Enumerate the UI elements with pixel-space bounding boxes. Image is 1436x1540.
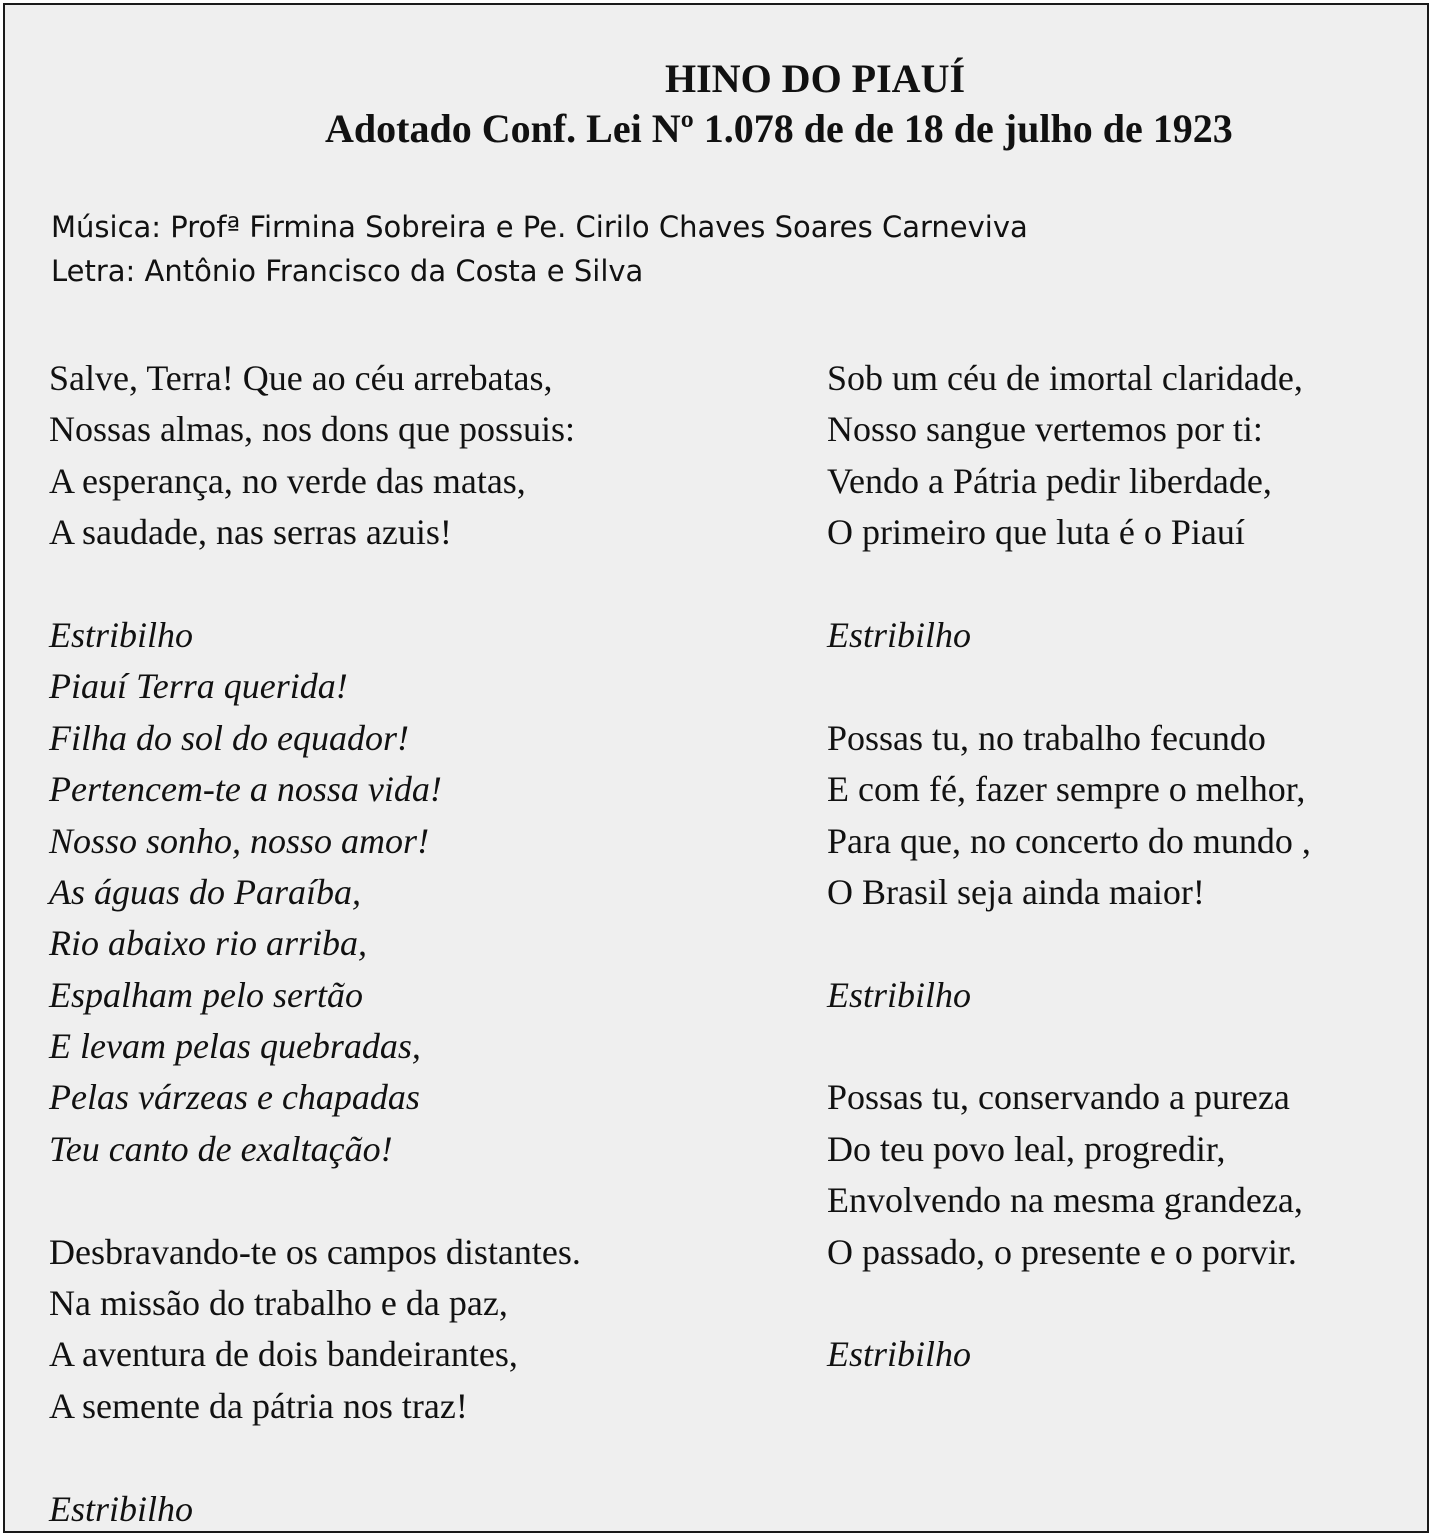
- verse-line: Nosso sangue vertemos por ti:: [827, 409, 1263, 450]
- chorus-line: Pertencem-te a nossa vida!: [49, 769, 442, 810]
- verse-4: [827, 713, 1427, 919]
- stanza-gap: [827, 559, 1427, 610]
- anthem-title: HINO DO PIAUÍ: [665, 56, 966, 101]
- verse-line: Do teu povo leal, progredir,: [827, 1128, 1226, 1169]
- stanza-gap: [49, 1432, 789, 1483]
- chorus-line: Piauí Terra querida!: [49, 666, 348, 707]
- verse-line: Envolvendo na mesma grandeza,: [827, 1180, 1303, 1221]
- chorus-label: Estribilho: [827, 974, 972, 1015]
- chorus-line: Nosso sonho, nosso amor!: [49, 820, 430, 861]
- verse-line: A semente da pátria nos traz!: [49, 1385, 468, 1426]
- stanza-gap: [827, 1021, 1427, 1072]
- chorus-line: Espalham pelo sertão: [49, 974, 363, 1015]
- music-credit: Música: Profª Firmina Sobreira e Pe. Cirilo Chaves Soares Carneviva: [51, 210, 1028, 244]
- right-column: [827, 353, 1427, 1381]
- document-page: [3, 3, 1429, 1533]
- stanza-gap: [827, 918, 1427, 969]
- verse-line: A saudade, nas serras azuis!: [49, 512, 452, 553]
- anthem-subtitle: Adotado Conf. Lei Nº 1.078 de de 18 de julho de 1923: [325, 106, 1233, 151]
- chorus-label: Estribilho: [49, 1488, 194, 1529]
- chorus-line: Rio abaixo rio arriba,: [49, 923, 368, 964]
- verse-line: A esperança, no verde das matas,: [49, 460, 526, 501]
- verse-line: O passado, o presente e o porvir.: [827, 1231, 1297, 1272]
- verse-line: E com fé, fazer sempre o melhor,: [827, 769, 1306, 810]
- verse-line: Possas tu, conservando a pureza: [827, 1077, 1290, 1118]
- verse-line: Nossas almas, nos dons que possuis:: [49, 409, 576, 450]
- verse-line: O primeiro que luta é o Piauí: [827, 512, 1245, 553]
- verse-line: O Brasil seja ainda maior!: [827, 871, 1205, 912]
- chorus-label: Estribilho: [827, 614, 972, 655]
- verse-line: Na missão do trabalho e da paz,: [49, 1283, 508, 1324]
- chorus-line: Pelas várzeas e chapadas: [49, 1077, 420, 1118]
- chorus-line: As águas do Paraíba,: [49, 871, 362, 912]
- verse-line: Desbravando-te os campos distantes.: [49, 1231, 581, 1272]
- verse-line: Possas tu, no trabalho fecundo: [827, 717, 1266, 758]
- verse-5: [827, 1072, 1427, 1278]
- verse-line: Sob um céu de imortal claridade,: [827, 358, 1303, 398]
- stanza-gap: [827, 661, 1427, 712]
- chorus-line: Teu canto de exaltação!: [49, 1128, 393, 1169]
- chorus-line: Filha do sol do equador!: [49, 717, 409, 758]
- chorus-line: E levam pelas quebradas,: [49, 1026, 421, 1067]
- verse-line: Vendo a Pátria pedir liberdade,: [827, 460, 1272, 501]
- stanza-gap: [49, 559, 789, 610]
- stanza-gap: [49, 1175, 789, 1226]
- chorus: [49, 661, 789, 1175]
- verse-line: Salve, Terra! Que ao céu arrebatas,: [49, 358, 553, 398]
- verse-1: [49, 353, 789, 559]
- chorus-label: Estribilho: [49, 614, 194, 655]
- stanza-gap: [827, 1278, 1427, 1329]
- verse-line: Para que, no concerto do mundo ,: [827, 820, 1311, 861]
- verse-3: [827, 353, 1427, 559]
- lyrics-credit: Letra: Antônio Francisco da Costa e Silva: [51, 254, 644, 288]
- verse-line: A aventura de dois bandeirantes,: [49, 1334, 518, 1375]
- chorus-label: Estribilho: [827, 1334, 972, 1375]
- verse-2: [49, 1227, 789, 1433]
- left-column: [49, 353, 789, 1535]
